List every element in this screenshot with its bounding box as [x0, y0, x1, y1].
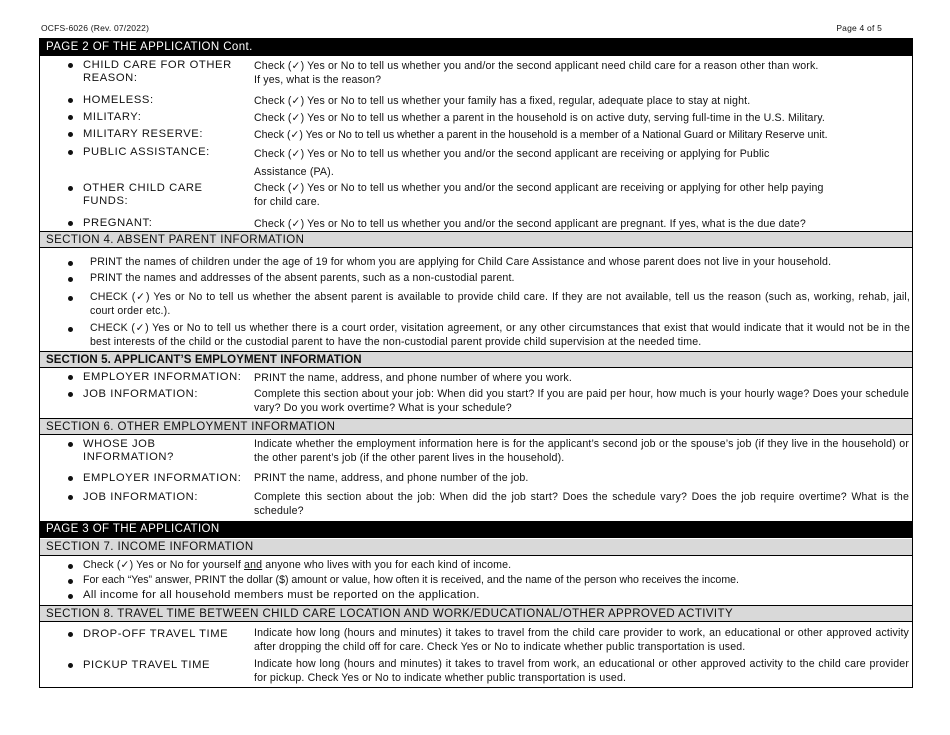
bullet-icon: [68, 579, 73, 584]
desc-drop-off-travel-time: Indicate how long (hours and minutes) it takes to travel from the child care provider to work, an educational or other approved activity after dropping the child off for care. Check Yes or No to indicate whether public transportation is used.: [254, 627, 909, 653]
bullet-icon: [68, 632, 73, 637]
desc-pregnant: Check (✓) Yes or No to tell us whether you and/or the second applicant are pregnant. If yes, what is the due date?: [254, 218, 806, 230]
section8-header: SECTION 8. TRAVEL TIME BETWEEN CHILD CARE LOCATION AND WORK/EDUCATIONAL/OTHER APPROVED ACTIVITY: [40, 605, 912, 622]
desc-pickup-travel-time: Indicate how long (hours and minutes) it takes to travel from work, an educational or other approved activity to the child care provider for pickup. Check Yes or No to indicate whether public transportation is used.: [254, 658, 909, 684]
desc-other-child-care-funds: Check (✓) Yes or No to tell us whether you and/or the second applicant are receiving or applying for other help paying for child care.: [254, 182, 824, 208]
term-employer-information: EMPLOYER INFORMATION:: [83, 371, 242, 383]
section6-header: SECTION 6. OTHER EMPLOYMENT INFORMATION: [40, 418, 912, 435]
bullet-icon: [68, 261, 73, 266]
desc-military-reserve: Check (✓) Yes or No to tell us whether a parent in the household is a member of a National Guard or Military Reserve unit.: [254, 129, 828, 141]
term-job-information-2: JOB INFORMATION:: [83, 491, 199, 503]
term-homeless: HOMELESS:: [83, 94, 154, 106]
term-child-care-other-reason: CHILD CARE FOR OTHER REASON:: [83, 59, 232, 84]
bullet-icon: [68, 375, 73, 380]
desc-whose-job-information: Indicate whether the employment information here is for the applicant’s second job or the spouse’s job (if they live in the household) or the other parent’s job (if the other parent lives in the household).: [254, 438, 909, 464]
term-pickup-travel-time: PICKUP TRAVEL TIME: [83, 659, 211, 671]
section4-header: SECTION 4. ABSENT PARENT INFORMATION: [40, 231, 912, 248]
desc-employer-information: PRINT the name, address, and phone number of where you work.: [254, 372, 572, 384]
bullet-icon: [68, 442, 73, 447]
section4-item-2: PRINT the names and addresses of the absent parents, such as a non-custodial parent.: [90, 272, 515, 284]
section7-item-1: Check (✓) Yes or No for yourself and anyone who lives with you for each kind of income.: [83, 559, 512, 571]
bullet-icon: [68, 327, 73, 332]
term-military: MILITARY:: [83, 111, 142, 123]
bullet-icon: [68, 150, 73, 155]
bullet-icon: [68, 221, 73, 226]
bullet-icon: [68, 277, 73, 282]
bullet-icon: [68, 186, 73, 191]
section4-item-4: CHECK (✓) Yes or No to tell us whether there is a court order, visitation agreement, or any other circumstances that exist that would indicate that it would not be in the best interests of the child or the custodial parent to have the non-custodial parent provide child supervision at the needed time.: [90, 322, 910, 348]
desc-child-care-other-reason: Check (✓) Yes or No to tell us whether you and/or the second applicant need child care for a reason other than work. If yes, what is the reason?: [254, 60, 819, 86]
bullet-icon: [68, 98, 73, 103]
term-military-reserve: MILITARY RESERVE:: [83, 128, 204, 140]
page-number: Page 4 of 5: [836, 23, 882, 33]
term-other-child-care-funds: OTHER CHILD CARE FUNDS:: [83, 182, 203, 207]
bullet-icon: [68, 296, 73, 301]
section7-item-3: All income for all household members must be reported on the application.: [83, 589, 480, 601]
section4-item-1: PRINT the names of children under the age of 19 for whom you are applying for Child Care Assistance and whose parent does not live in your household.: [90, 256, 832, 268]
section4-item-3: CHECK (✓) Yes or No to tell us whether the absent parent is available to provide child care. If they are not available, tell us the reason (such as, working, rehab, jail, court order etc.).: [90, 291, 910, 317]
term-drop-off-travel-time: DROP-OFF TRAVEL TIME: [83, 628, 229, 640]
desc-employer-information-2: PRINT the name, address, and phone number of the job.: [254, 472, 529, 484]
page2-header: PAGE 2 OF THE APPLICATION Cont.: [40, 39, 912, 56]
desc-military: Check (✓) Yes or No to tell us whether a parent in the household is on active duty, serving full-time in the U.S. Military.: [254, 112, 826, 124]
section5-header: SECTION 5. APPLICANT’S EMPLOYMENT INFORMATION: [40, 351, 912, 368]
term-employer-information-2: EMPLOYER INFORMATION:: [83, 472, 242, 484]
bullet-icon: [68, 594, 73, 599]
bullet-icon: [68, 663, 73, 668]
term-whose-job-information: WHOSE JOB INFORMATION?: [83, 438, 174, 463]
bullet-icon: [68, 564, 73, 569]
page3-header: PAGE 3 OF THE APPLICATION: [40, 521, 912, 538]
bullet-icon: [68, 63, 73, 68]
desc-job-information: Complete this section about your job: When did you start? If you are paid per hour, how much is your hourly wage? Does your schedule vary? Do you work overtime? What is your schedule?: [254, 388, 909, 414]
instructions-frame: [39, 38, 913, 688]
bullet-icon: [68, 132, 73, 137]
desc-job-information-2: Complete this section about the job: When did the job start? Does the schedule vary? Does the job require overtime? What is the schedule?: [254, 491, 909, 517]
desc-public-assistance: Check (✓) Yes or No to tell us whether you and/or the second applicant are receiving or applying for Public Assistance (PA).: [254, 148, 770, 178]
section7-item-2: For each “Yes” answer, PRINT the dollar ($) amount or value, how often it is received, and the name of the person who receives the income.: [83, 574, 739, 586]
term-job-information: JOB INFORMATION:: [83, 388, 199, 400]
section7-header: SECTION 7. INCOME INFORMATION: [40, 539, 912, 556]
term-public-assistance: PUBLIC ASSISTANCE:: [83, 146, 210, 158]
bullet-icon: [68, 115, 73, 120]
term-pregnant: PREGNANT:: [83, 217, 153, 229]
bullet-icon: [68, 495, 73, 500]
bullet-icon: [68, 476, 73, 481]
desc-homeless: Check (✓) Yes or No to tell us whether your family has a fixed, regular, adequate place to stay at night.: [254, 95, 751, 107]
form-id: OCFS-6026 (Rev. 07/2022): [41, 23, 150, 33]
bullet-icon: [68, 392, 73, 397]
